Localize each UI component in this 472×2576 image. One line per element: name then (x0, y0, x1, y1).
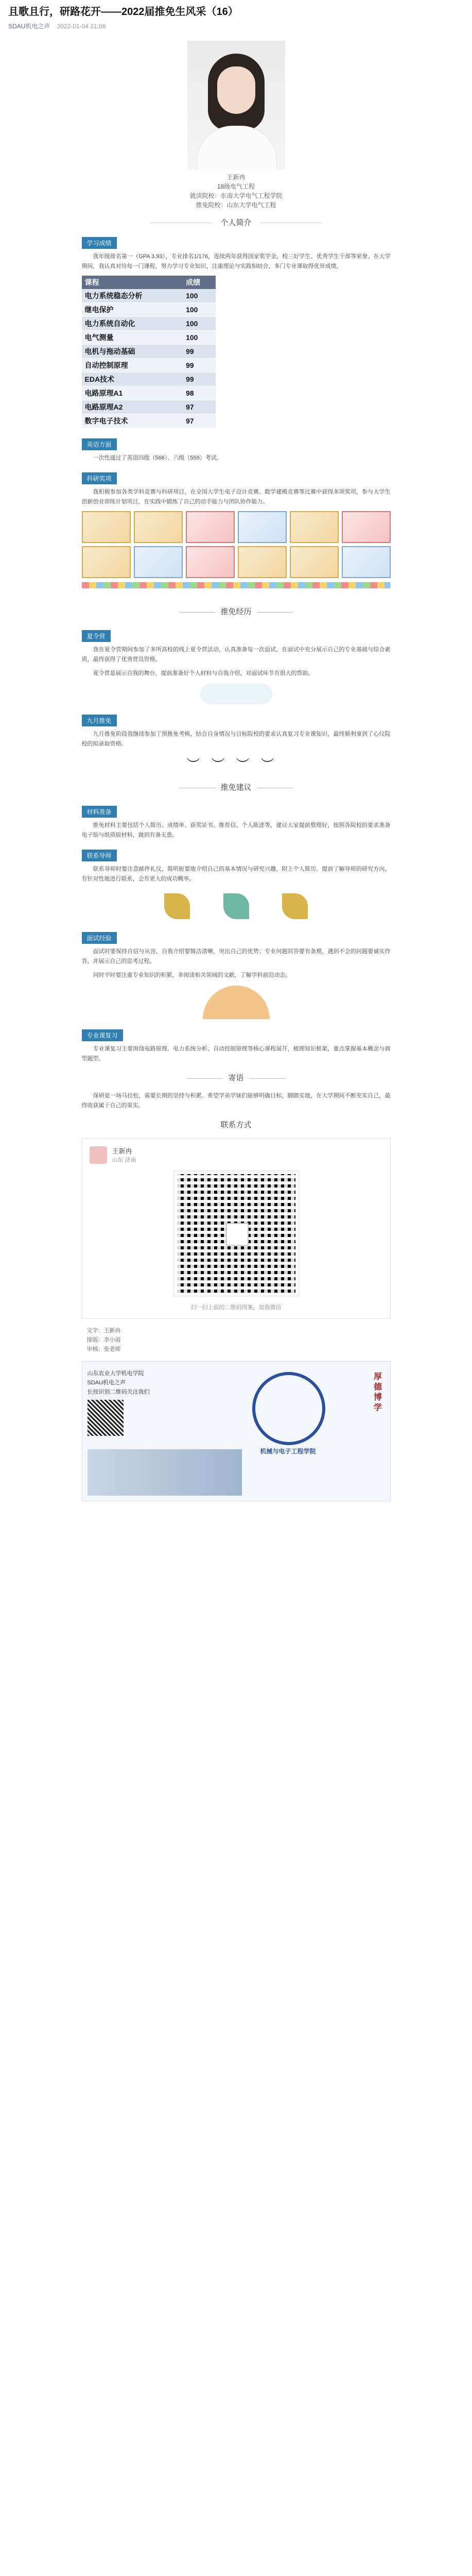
certificate-image (238, 546, 287, 578)
leaf-icon (223, 893, 249, 919)
message-text: 保研是一场马拉松，需要长期的坚持与积累。希望学弟学妹们能够明确目标，脚踏实地，在大学期间不断充实自己，最终收获属于自己的果实。 (81, 1093, 391, 1109)
major-text: 专业课复习主要围绕电路原理、电力系统分析、自动控制原理等核心课程展开，梳理知识框架，重点掌握基本概念与典型题型。 (81, 1046, 391, 1062)
table-row: 电路原理A2 97 (82, 400, 216, 414)
interview-tag: 面试经验 (82, 932, 117, 944)
editor-credits (87, 1326, 391, 1354)
table-row: 数字电子技术 97 (82, 414, 216, 428)
article-meta (8, 22, 464, 30)
contact-tag: 联系导师 (82, 850, 117, 861)
english-tag: 英语方面 (82, 438, 117, 450)
advice-heading (82, 782, 391, 792)
footer-line: SDAU机电之声 (87, 1380, 126, 1386)
interview-text: 面试时要保持自信与从容，自我介绍要简洁清晰，突出自己的优势；专业问题回答要有条理，遇到不会的问题要诚实作答，并展示自己的思考过程。 (81, 948, 391, 964)
profile-photo (187, 41, 285, 170)
interview-text-2: 同时平时要注重专业知识的积累，多阅读相关领域的文献，了解学科前沿动态。 (93, 972, 291, 978)
profile-tutor: 就读院校：东南大学电气工程学院 (189, 192, 283, 199)
leaf-decoration (82, 888, 391, 927)
profile-origin: 推免院校：山东大学电气工程 (196, 201, 276, 209)
campus-photo (88, 1449, 242, 1496)
contact-text: 联系导师时要注意邮件礼仪，简明扼要地介绍自己的基本情况与研究兴趣，附上个人简历。提前了解导师的研究方向，有针对性地进行联系，会有更大的成功概率。 (81, 866, 391, 882)
intro-title: 个人简介 (220, 218, 252, 227)
certificate-image (238, 511, 287, 543)
college-seal-icon (252, 1372, 325, 1445)
experience-title: 推免经历 (220, 607, 252, 616)
certificate-image (290, 511, 339, 543)
footer-line: 长按识别二维码关注我们 (87, 1389, 150, 1395)
certificate-image (342, 546, 391, 578)
table-row: 电路原理A1 98 (82, 386, 216, 400)
study-tag: 学习成绩 (82, 237, 117, 249)
contact-location: 山东 济南 (112, 1157, 136, 1163)
message-heading (82, 1072, 391, 1083)
grade-table (82, 276, 216, 428)
table-row: EDA技术 99 (82, 372, 216, 386)
table-row: 继电保护 100 (82, 303, 216, 317)
contact-title: 联系方式 (220, 1121, 252, 1129)
table-row: 电力系统自动化 100 (82, 317, 216, 331)
profile-class: 18级电气工程 (217, 183, 255, 190)
publish-date: 2022-01-04 21:06 (57, 23, 106, 30)
footer-block (82, 1361, 391, 1501)
editor-line: 文字：王新冉 (86, 1328, 121, 1334)
certificate-image (134, 511, 183, 543)
article-content (82, 41, 391, 1501)
table-row: 自动控制原理 99 (82, 359, 216, 372)
bunting-decoration (82, 582, 391, 598)
intro-heading (82, 217, 391, 228)
college-seal-text: 机械与电子工程学院 (260, 1448, 316, 1455)
account-link[interactable]: SDAU机电之声 (8, 23, 50, 30)
sun-decoration (203, 986, 270, 1019)
avatar (90, 1146, 107, 1164)
wechat-qr-code[interactable] (174, 1171, 299, 1296)
material-text: 推免材料主要包括个人简历、成绩单、获奖证书、推荐信、个人陈述等，建议大家提前整理好，按照各院校的要求准备电子版与纸质版材料，做到有备无患。 (81, 822, 391, 838)
profile-info (82, 173, 391, 210)
cloud-decoration (200, 684, 272, 704)
certificate-image (186, 511, 235, 543)
contact-heading (82, 1119, 391, 1130)
contact-name: 王新冉 (112, 1147, 132, 1155)
certificate-image (82, 546, 131, 578)
wechat-contact-card (82, 1138, 391, 1319)
summer-text-2: 夏令营是展示自我的舞台，提前准备好个人材料与自我介绍，对面试环节有很大的帮助。 (93, 670, 314, 676)
article-header (0, 0, 472, 30)
editor-line: 排版：李小雨 (86, 1337, 121, 1343)
qr-center-icon (226, 1223, 249, 1246)
footer-info (88, 1369, 242, 1436)
table-row: 电力系统稳态分析 100 (82, 289, 216, 303)
profile-name: 王新冉 (226, 174, 246, 181)
honor-text: 我积极参加各类学科竞赛与科研项目，在全国大学生电子设计竞赛、数学建模竞赛等比赛中获得多项奖项，参与大学生创新创业训练计划项目，在实践中锻炼了自己的动手能力与团队协作能力。 (81, 489, 391, 505)
certificate-gallery (82, 511, 391, 578)
editor-line: 审核：张老师 (86, 1346, 121, 1352)
grade-header-course: 课程 (82, 276, 183, 289)
leaf-icon (164, 893, 190, 919)
honor-tag: 科研奖项 (82, 472, 117, 484)
study-text: 我年级排名第一（GPA 3.93），专业排名1/176，连续两年获得国家奖学金、校三好学生、优秀学生干部等荣誉。在大学期间，我认真对待每一门课程，努力学习专业知识，注重理论与实践相结合，多门专业课取得优异成绩。 (81, 253, 391, 269)
footer-qr-code[interactable] (88, 1400, 124, 1436)
table-row: 电气测量 100 (82, 331, 216, 345)
english-text: 一次性通过了英语四级（566）、六级（559）考试。 (93, 455, 222, 461)
article-title: 且歌且行，研路花开——2022届推免生风采（16） (8, 6, 238, 18)
certificate-image (134, 546, 183, 578)
advice-title: 推免建议 (220, 783, 252, 792)
certificate-image (186, 546, 235, 578)
sept-text: 九月推免阶段我继续参加了预推免考核，结合自身情况与目标院校的要求认真复习专业课知识，最终顺利拿到了心仪院校的拟录取资格。 (81, 731, 391, 747)
message-title: 寄语 (228, 1074, 244, 1082)
grade-header-score: 成绩 (183, 276, 215, 289)
footer-line: 山东农业大学机电学院 (87, 1370, 144, 1377)
certificate-image (290, 546, 339, 578)
birds-decoration: ︶︶︶︶ (186, 757, 286, 772)
sept-tag: 九月推免 (82, 715, 117, 726)
scan-tip: 扫一扫上面的二维码图案，加我微信 (190, 1304, 282, 1311)
major-tag: 专业课复习 (82, 1029, 123, 1041)
experience-heading (82, 606, 391, 617)
certificate-image (342, 511, 391, 543)
leaf-icon (282, 893, 308, 919)
summer-text-1: 我在夏令营期间参加了多所高校的线上夏令营活动，认真准备每一次面试，在面试中充分展示自己的专业基础与综合素质，最终获得了优秀营员资格。 (81, 647, 391, 663)
summer-tag: 夏令营 (82, 630, 111, 642)
material-tag: 材料准备 (82, 806, 117, 818)
table-row: 电机与拖动基础 99 (82, 345, 216, 359)
footer-vertical-text: 厚德博学 (372, 1372, 381, 1413)
certificate-image (82, 511, 131, 543)
